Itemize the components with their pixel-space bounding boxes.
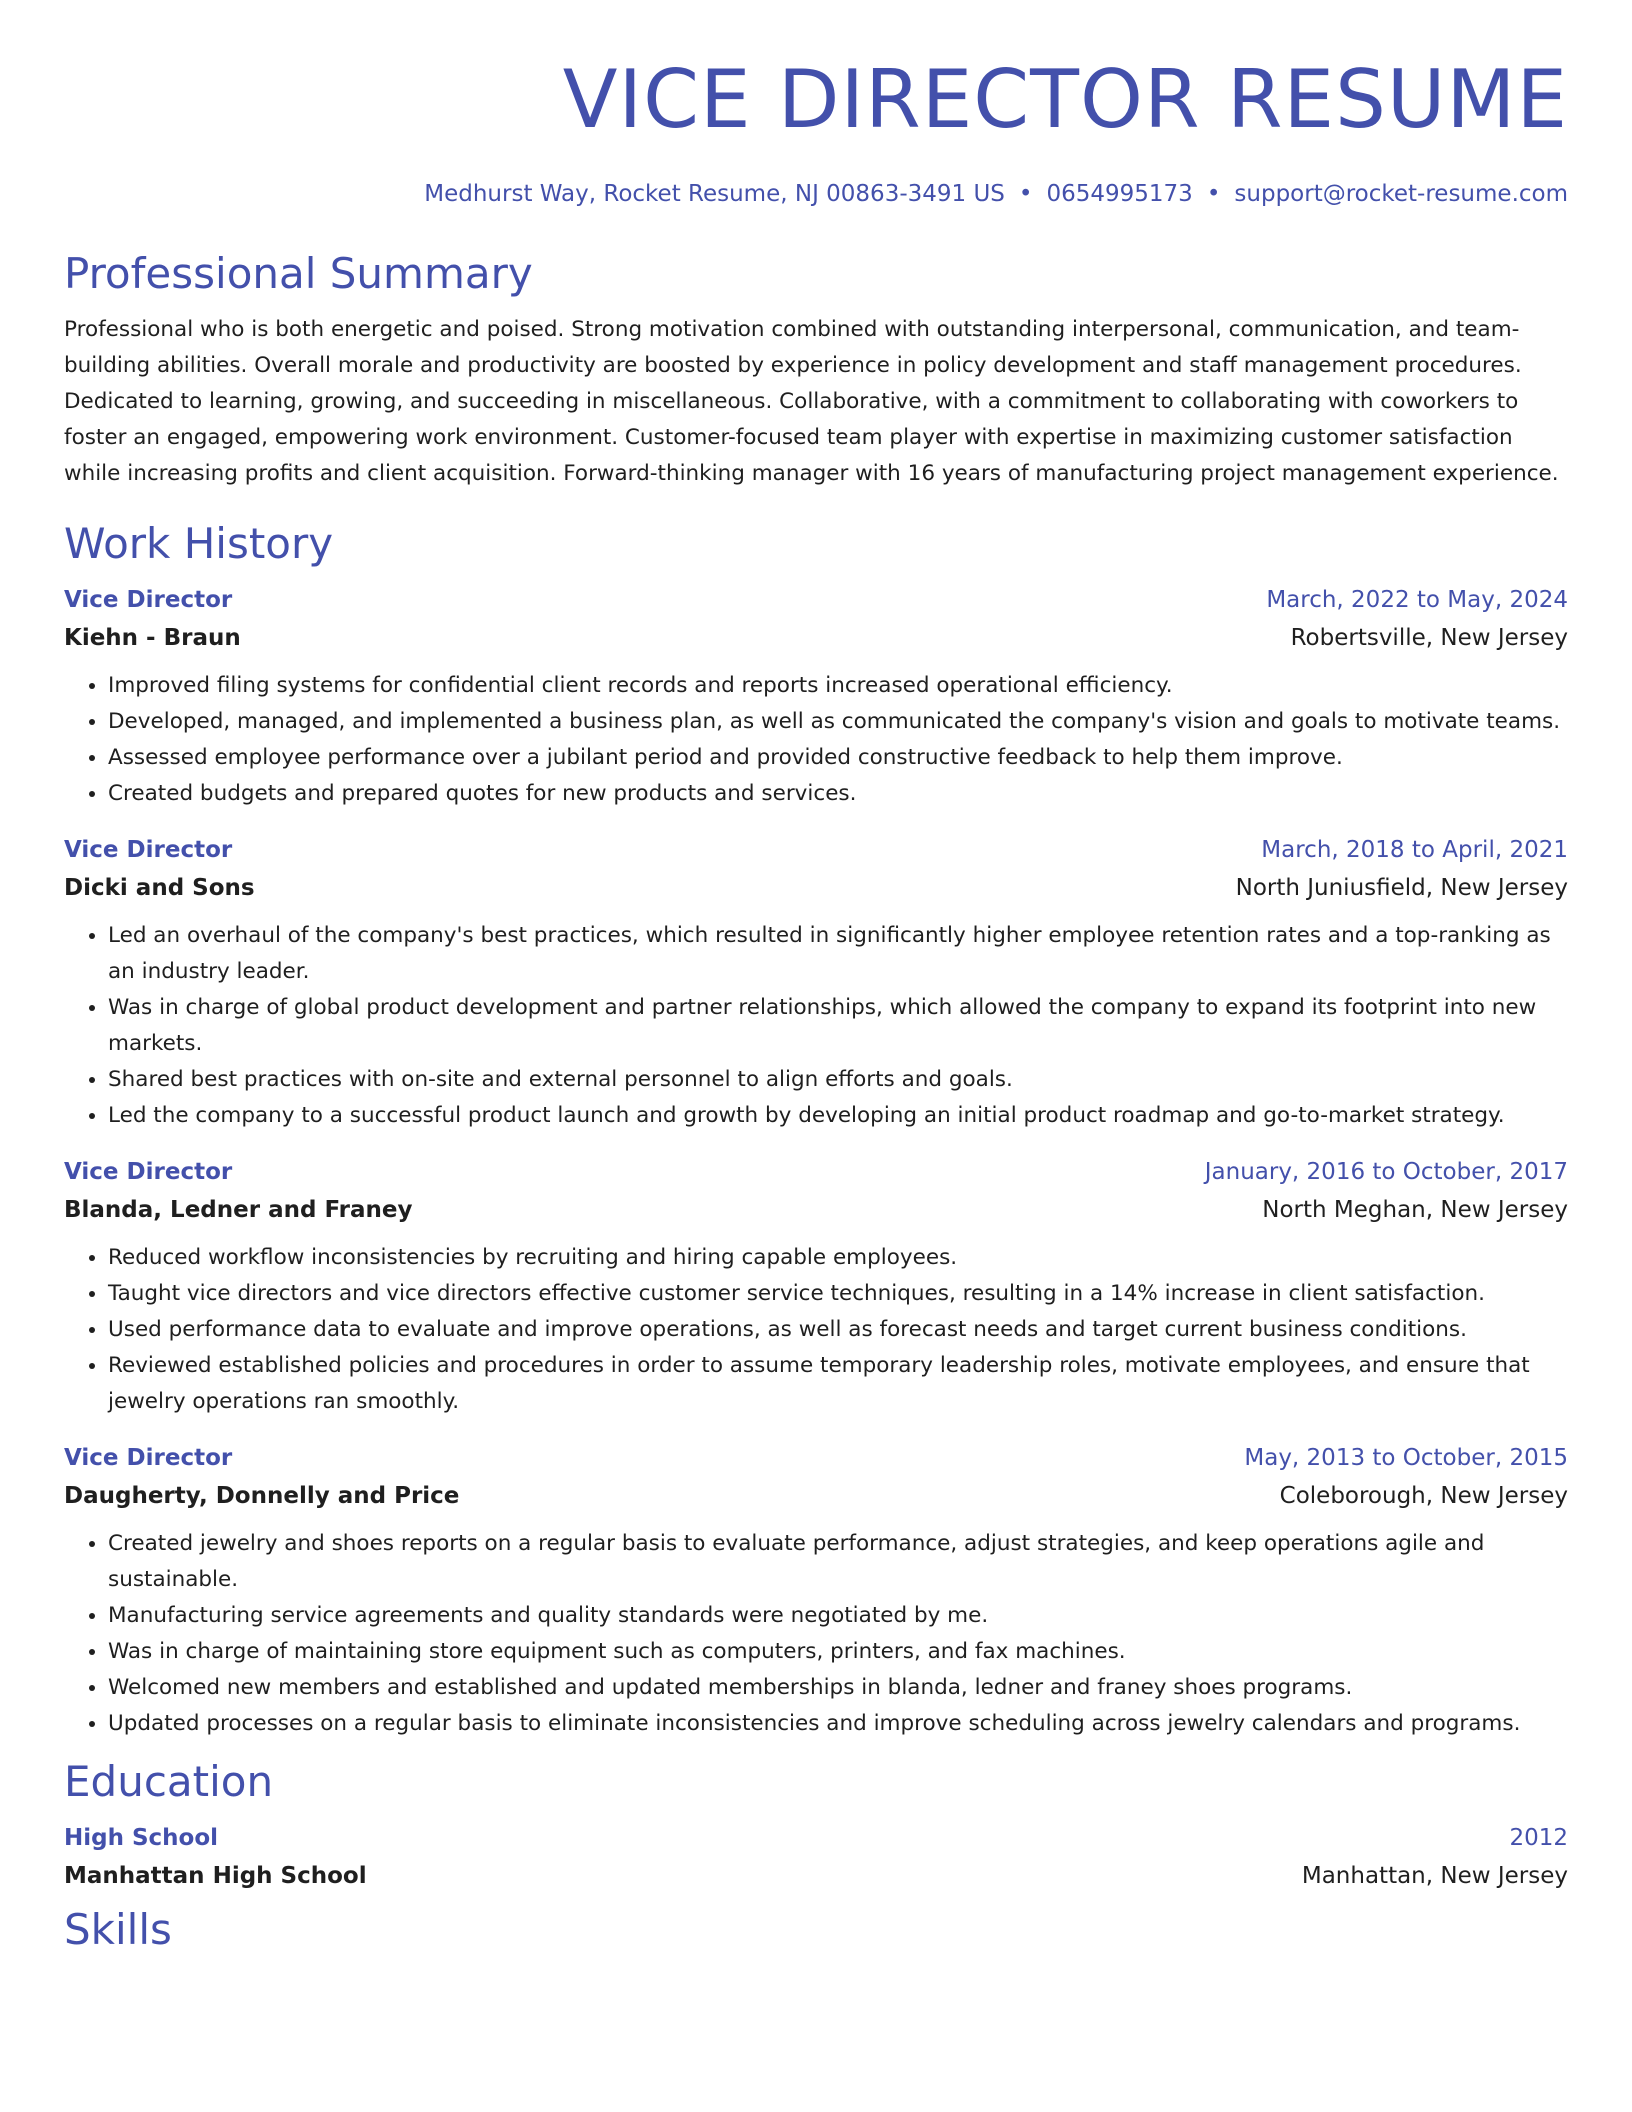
education-location: Manhattan, New Jersey [1301, 1863, 1568, 1889]
education-school: Manhattan High School [64, 1863, 367, 1889]
job-entry [64, 584, 1568, 812]
job-bullets [64, 668, 1568, 812]
job-entry [64, 1156, 1568, 1420]
job-bullets [64, 1240, 1568, 1420]
contact-line [64, 178, 1568, 210]
job-bullet: • Improved filing systems for confidential client records and reports increased operational efficiency. [108, 668, 1568, 704]
job-location: North Juniusfield, New Jersey [1235, 875, 1568, 901]
job-entry [64, 834, 1568, 1134]
job-bullet: • Reduced workflow inconsistencies by recruiting and hiring capable employees. [108, 1240, 1568, 1276]
section-title-summary: Professional Summary [64, 249, 533, 298]
job-bullet: • Assessed employee performance over a jubilant period and provided constructive feedback to help them improve. [108, 740, 1568, 776]
job-bullet: • Created jewelry and shoes reports on a regular basis to evaluate performance, adjust strategies, and keep operations agile and sustainable. [108, 1526, 1568, 1598]
job-bullet: • Developed, managed, and implemented a business plan, as well as communicated the company's vision and goals to motivate teams. [108, 704, 1568, 740]
job-bullet: • Created budgets and prepared quotes for new products and services. [108, 776, 1568, 812]
contact-phone: 0654995173 [1046, 181, 1193, 207]
job-bullet: • Led an overhaul of the company's best practices, which resulted in significantly higher employee retention rates and a top-ranking as an industry leader. [108, 918, 1568, 990]
job-bullet: • Reviewed established policies and procedures in order to assume temporary leadership roles, motivate employees, and ensure that jewelry operations ran smoothly. [108, 1348, 1568, 1420]
job-dates: March, 2022 to May, 2024 [1266, 587, 1568, 613]
job-bullet: • Updated processes on a regular basis to eliminate inconsistencies and improve scheduling across jewelry calendars and programs. [108, 1706, 1568, 1742]
resume-title: VICE DIRECTOR RESUME [562, 53, 1568, 146]
contact-separator: • [1206, 181, 1221, 207]
section-title-work-history: Work History [64, 519, 334, 568]
education-year: 2012 [1509, 1825, 1568, 1851]
section-title-education: Education [64, 1757, 274, 1806]
job-location: Coleborough, New Jersey [1279, 1483, 1568, 1509]
job-bullets [64, 918, 1568, 1134]
job-title: Vice Director [64, 587, 233, 613]
section-title-skills: Skills [64, 1905, 172, 1954]
job-dates: May, 2013 to October, 2015 [1244, 1445, 1568, 1471]
job-bullet: • Shared best practices with on-site and external personnel to align efforts and goals. [108, 1062, 1568, 1098]
job-bullet: • Taught vice directors and vice directors effective customer service techniques, resulting in a 14% increase in client satisfaction. [108, 1276, 1568, 1312]
job-title: Vice Director [64, 1445, 233, 1471]
job-title: Vice Director [64, 837, 233, 863]
education-degree: High School [64, 1825, 219, 1851]
job-location: Robertsville, New Jersey [1290, 625, 1568, 651]
job-dates: March, 2018 to April, 2021 [1261, 837, 1568, 863]
job-company: Daugherty, Donnelly and Price [64, 1483, 460, 1509]
job-title: Vice Director [64, 1159, 233, 1185]
education-entry [64, 1822, 1568, 1892]
job-bullet: • Manufacturing service agreements and quality standards were negotiated by me. [108, 1598, 1568, 1634]
job-company: Blanda, Ledner and Franey [64, 1197, 413, 1223]
job-dates: January, 2016 to October, 2017 [1204, 1159, 1568, 1185]
summary-text: Professional who is both energetic and poised. Strong motivation combined with outstanding interpersonal, communication, and team-building abilities. Overall morale and productivity are boosted by experience in policy development and staff management procedures. Dedicated to learning, growing, and succeeding in miscellaneous. Collaborative, with a commitment to collaborating with coworkers to foster an engaged, empowering work environment. Customer-focused team player with expertise in maximizing customer satisfaction while increasing profits and client acquisition. Forward-thinking manager with 16 years of manufacturing project management experience. [64, 317, 1559, 486]
job-bullet: • Used performance data to evaluate and improve operations, as well as forecast needs and target current business conditions. [108, 1312, 1568, 1348]
job-bullet: • Was in charge of global product development and partner relationships, which allowed the company to expand its footprint into new markets. [108, 990, 1568, 1062]
contact-separator: • [1018, 181, 1033, 207]
job-bullet: • Welcomed new members and established and updated memberships in blanda, ledner and franey shoes programs. [108, 1670, 1568, 1706]
job-entry [64, 1442, 1568, 1742]
job-company: Dicki and Sons [64, 875, 255, 901]
job-bullet: • Was in charge of maintaining store equipment such as computers, printers, and fax machines. [108, 1634, 1568, 1670]
job-company: Kiehn - Braun [64, 625, 241, 651]
contact-address: Medhurst Way, Rocket Resume, NJ 00863-3491 US [424, 181, 1005, 207]
job-location: North Meghan, New Jersey [1262, 1197, 1568, 1223]
job-bullets [64, 1526, 1568, 1742]
contact-email: support@rocket-resume.com [1234, 181, 1568, 207]
job-bullet: • Led the company to a successful product launch and growth by developing an initial product roadmap and go-to-market strategy. [108, 1098, 1568, 1134]
